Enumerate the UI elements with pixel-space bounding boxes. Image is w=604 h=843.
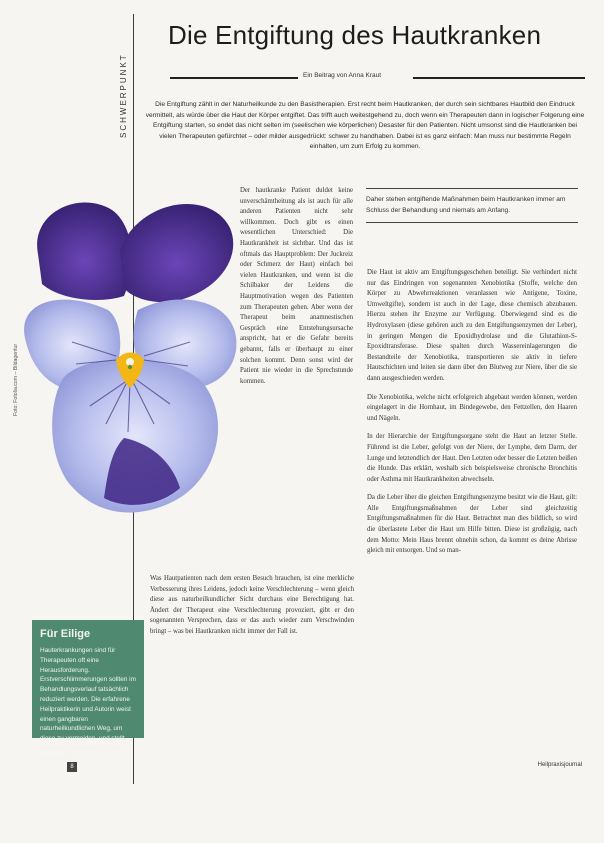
paragraph: Der hautkranke Patient duldet keine unverschämtheitung als ist auch für alle anderen Patienten nicht sehr willkommen. Doch gibt es einen wesentlichen Unterschied: Die Hautkrankheit ist sichtbar. Und das ist oftmals das Hauptproblem: Der Juckreiz oder Schmerz der Haut) einfach bei vielen Hautkranken, und wenn ist die Schilbaker der Leidens die Hauptmotivation wegen des Patienten zum Therapeuten gehen. Aber wenn der Therapeut beim anamnestischen Gespräch eine Entstehungsursache anspricht, hat er die Gefahr bereits gebannt, falls er überhaupt zu einer solchen kommt. Denn sonst wird der Patient nie wieder in die Sprechstunde kommen. — [240, 187, 353, 385]
pansy-flower-image — [20, 192, 242, 518]
page-number: 8 — [67, 762, 77, 772]
body-column-right — [367, 268, 577, 565]
image-credit: Foto: Fotolia.com – Bildagentur — [13, 343, 19, 416]
page-title: Die Entgiftung des Hautkranken — [168, 20, 542, 50]
summary-box — [32, 620, 144, 762]
byline-rule-right — [413, 77, 585, 79]
lead-paragraph: Die Entgiftung zählt in der Naturheilkunde zu den Basistherapien. Erst recht beim Hautkranken, der durch sein sichtbares Hautbild den Eindruck vermittelt, als würde über die Haut der Körper entgiftet. Das trifft auch weitestgehend zu, doch wenn ein Therapeuten dann in logischer Folgerung eine Entgiftung starten, so endet das nicht selten im (seelischen wie körperlichen) Desaster für den Patienten. Nicht umsonst sind die Hautkranken bei vielen Therapeuten gefürchtet – oder milder ausgedrückt: schwer zu handhaben. Dabei ist es ganz einfach: Man muss nur bestimmte Regeln einhalten, um zum Erfolg zu kommen. — [145, 101, 585, 151]
summary-text: Hauterkrankungen sind für Therapeuten oft eine Herausforderung. Erstverschlimmerungen sollten im Behandlungsverlauf tatsächlich reduziert werden. Die erfahrene Heilpraktikerin und Autorin weist einen gangbaren naturheilkundlichen Weg, um diese zu vermeiden, und stellt bewährte Rezepturen für die Praxis vor. — [40, 647, 136, 762]
paragraph: Da die Leber über die gleichen Entgiftungsenzyme besitzt wie die Haut, gilt: Alle Entgiftungsmaßnahmen der Leber sind gleichzeitig Entgiftungsmaßnahmen für die Haut. Betrachtet man dies bildlich, so wird die überlastete Leber die Haut um Hilfe bitten. Diese ist großzügig, nach dem Motto: Mein Haus brennt ohnehin schon, da kommt es deine Abrisse gleich mit entsorgen. Und so man- — [367, 494, 577, 555]
body-column-middle-bottom — [150, 574, 354, 646]
byline-rule-left — [170, 77, 298, 79]
paragraph: In der Hierarchie der Entgiftungsorgane steht die Haut an letzter Stelle. Führend ist die Leber, gefolgt von der Niere, der Lymphe, dem Darm, der Lunge und letztendlich der Haut. Den Letzten oder besser die Letzten beißen die Hunde. Das erklärt, weshalb sich beispielsweise chronische Bronchitis oder Asthma mit Hautkrankheiten abwechseln. — [367, 433, 577, 483]
byline-row — [170, 71, 585, 83]
byline: Ein Beitrag von Anna Kraut — [303, 72, 382, 79]
body-column-middle-top — [240, 186, 353, 395]
paragraph: Die Xenobiotika, welche nicht erfolgreich abgebaut werden können, werden eingelagert in die Hornhaut, im Bindegewebe, den Fettzellen, den Haaren und Nägeln. — [367, 393, 577, 422]
callout-box: Daher stehen entgiftende Maßnahmen beim Hautkranken immer am Schluss der Behandlung und niemals am Anfang. — [366, 188, 578, 223]
paragraph: Was Hautpatienten nach dem ersten Besuch brauchen, ist eine merkliche Verbesserung ihres Leidens, jedoch keine Verschlechterung – wenn gleich diese aus naturheilkundlicher Sicht durchaus eine Berechtigung hat. Ändert der Therapeut eine Verschlechterung provoziert, gibt er den sogenannten Versprechen, dass er das auch wieder zum Verschwinden bringt – was bei Hautkranken nicht immer der Fall ist. — [150, 575, 354, 635]
journal-reference: Heilpraxisjournal — [537, 762, 582, 768]
section-label: SCHWERPUNKT — [119, 53, 128, 138]
summary-title: Für Eilige — [40, 628, 91, 640]
paragraph: Die Haut ist aktiv am Entgiftungsgeschehen beteiligt. Sie verhindert nicht nur das Eindringen von sogenannten Xenobiotika (Stoffe, welche den Körper zu Abwehrreaktionen veranlassen wie Antigene, Toxine, Umweltgifte), sondern ist auch in der Lage, diese chemisch abzubauen. Hierzu stehen ihr Enzyme zur Verfügung. Überwiegend sind es die Hydroxylasen (diese gehören auch zu den Entgiftungsenzymen der Leber), in geringen Mengen die Epoxidhydrolase und die Glutathion-S-Epoxidtransferase. Diese spalten durch Wassereinlagerungen die Bestandteile der Xenobiotika, transportieren sie aktiv in tiefere Hautschichten und leiten sie dann über den Blutweg zur Niere, über die sie dann ausgeschieden werden. — [367, 269, 577, 382]
